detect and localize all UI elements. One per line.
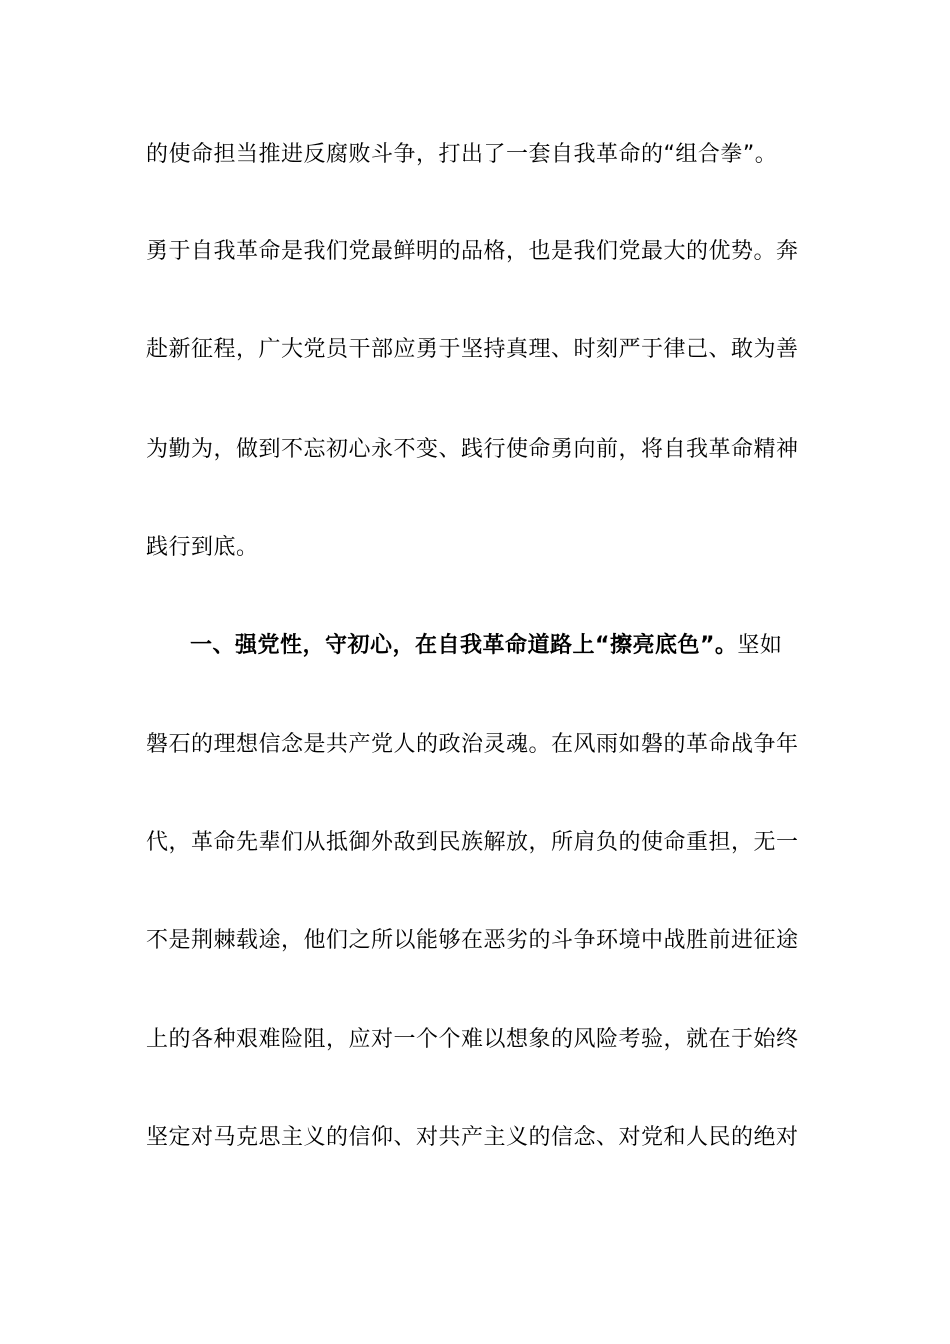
- paragraph-line: 的使命担当推进反腐败斗争，打出了一套自我革命的“组合拳”。: [146, 142, 778, 167]
- paragraph-line: 坚定对马克思主义的信仰、对共产主义的信念、对党和人民的绝对: [146, 1125, 799, 1150]
- paragraph-line: 勇于自我革命是我们党最鲜明的品格，也是我们党最大的优势。奔: [146, 239, 799, 264]
- paragraph-line: 不是荆棘载途，他们之所以能够在恶劣的斗争环境中战胜前进征途: [146, 928, 799, 953]
- paragraph-line: 赴新征程，广大党员干部应勇于坚持真理、时刻严于律己、敢为善: [146, 337, 799, 362]
- section-heading-line: [190, 626, 796, 666]
- paragraph-line: 磐石的理想信念是共产党人的政治灵魂。在风雨如磐的革命战争年: [146, 732, 799, 757]
- paragraph-line: 代，革命先辈们从抵御外敌到民族解放，所肩负的使命重担，无一: [146, 830, 799, 855]
- paragraph-line: 为勤为，做到不忘初心永不变、践行使命勇向前，将自我革命精神: [146, 437, 799, 462]
- paragraph-line: 上的各种艰难险阻，应对一个个难以想象的风险考验，就在于始终: [146, 1027, 799, 1052]
- paragraph-line: 践行到底。: [146, 535, 259, 560]
- section-heading-trailing-text: 坚如: [737, 633, 783, 658]
- section-heading: 一、强党性，守初心，在自我革命道路上“擦亮底色”。: [190, 633, 738, 658]
